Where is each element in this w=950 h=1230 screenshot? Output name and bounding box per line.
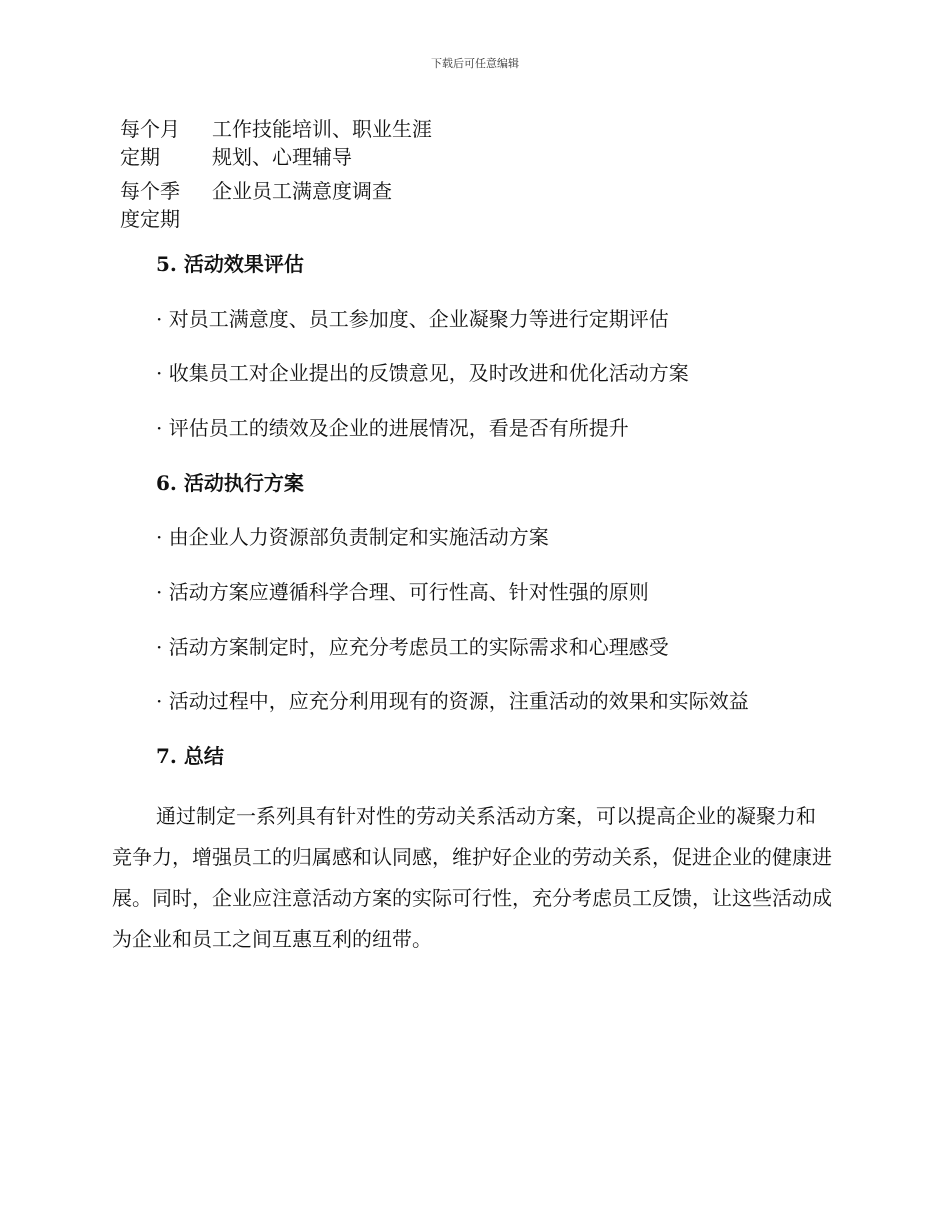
list-item: · 收集员工对企业提出的反馈意见，及时改进和优化活动方案	[156, 361, 689, 385]
schedule-table	[120, 115, 442, 233]
schedule-content: 工作技能培训、职业生涯规划、心理辅导	[212, 117, 432, 169]
schedule-period: 每个季度定期	[120, 179, 180, 231]
section-title-summary: 7. 总结	[156, 744, 224, 768]
schedule-period: 每个月定期	[120, 117, 180, 169]
table-row	[120, 115, 442, 171]
section-title-execution: 6. 活动执行方案	[156, 471, 304, 495]
page-header: 下载后可任意编辑	[431, 57, 519, 70]
list-item: · 活动过程中，应充分利用现有的资源，注重活动的效果和实际效益	[156, 689, 749, 713]
list-item: · 评估员工的绩效及企业的进展情况，看是否有所提升	[156, 416, 629, 440]
list-item: · 活动方案应遵循科学合理、可行性高、针对性强的原则	[156, 580, 649, 604]
table-row	[120, 171, 442, 233]
list-item: · 活动方案制定时，应充分考虑员工的实际需求和心理感受	[156, 635, 669, 659]
section-title-evaluation: 5. 活动效果评估	[156, 252, 304, 276]
summary-paragraph: 通过制定一系列具有针对性的劳动关系活动方案，可以提高企业的凝聚力和竞争力，增强员工的归属感和认同感，维护好企业的劳动关系，促进企业的健康进展。同时，企业应注意活动方案的实际可行性，充分考虑员工反馈，让这些活动成为企业和员工之间互惠互利的纽带。	[112, 804, 832, 951]
list-item: · 对员工满意度、员工参加度、企业凝聚力等进行定期评估	[156, 307, 669, 331]
list-item: · 由企业人力资源部负责制定和实施活动方案	[156, 525, 549, 549]
schedule-content: 企业员工满意度调查	[212, 179, 392, 203]
